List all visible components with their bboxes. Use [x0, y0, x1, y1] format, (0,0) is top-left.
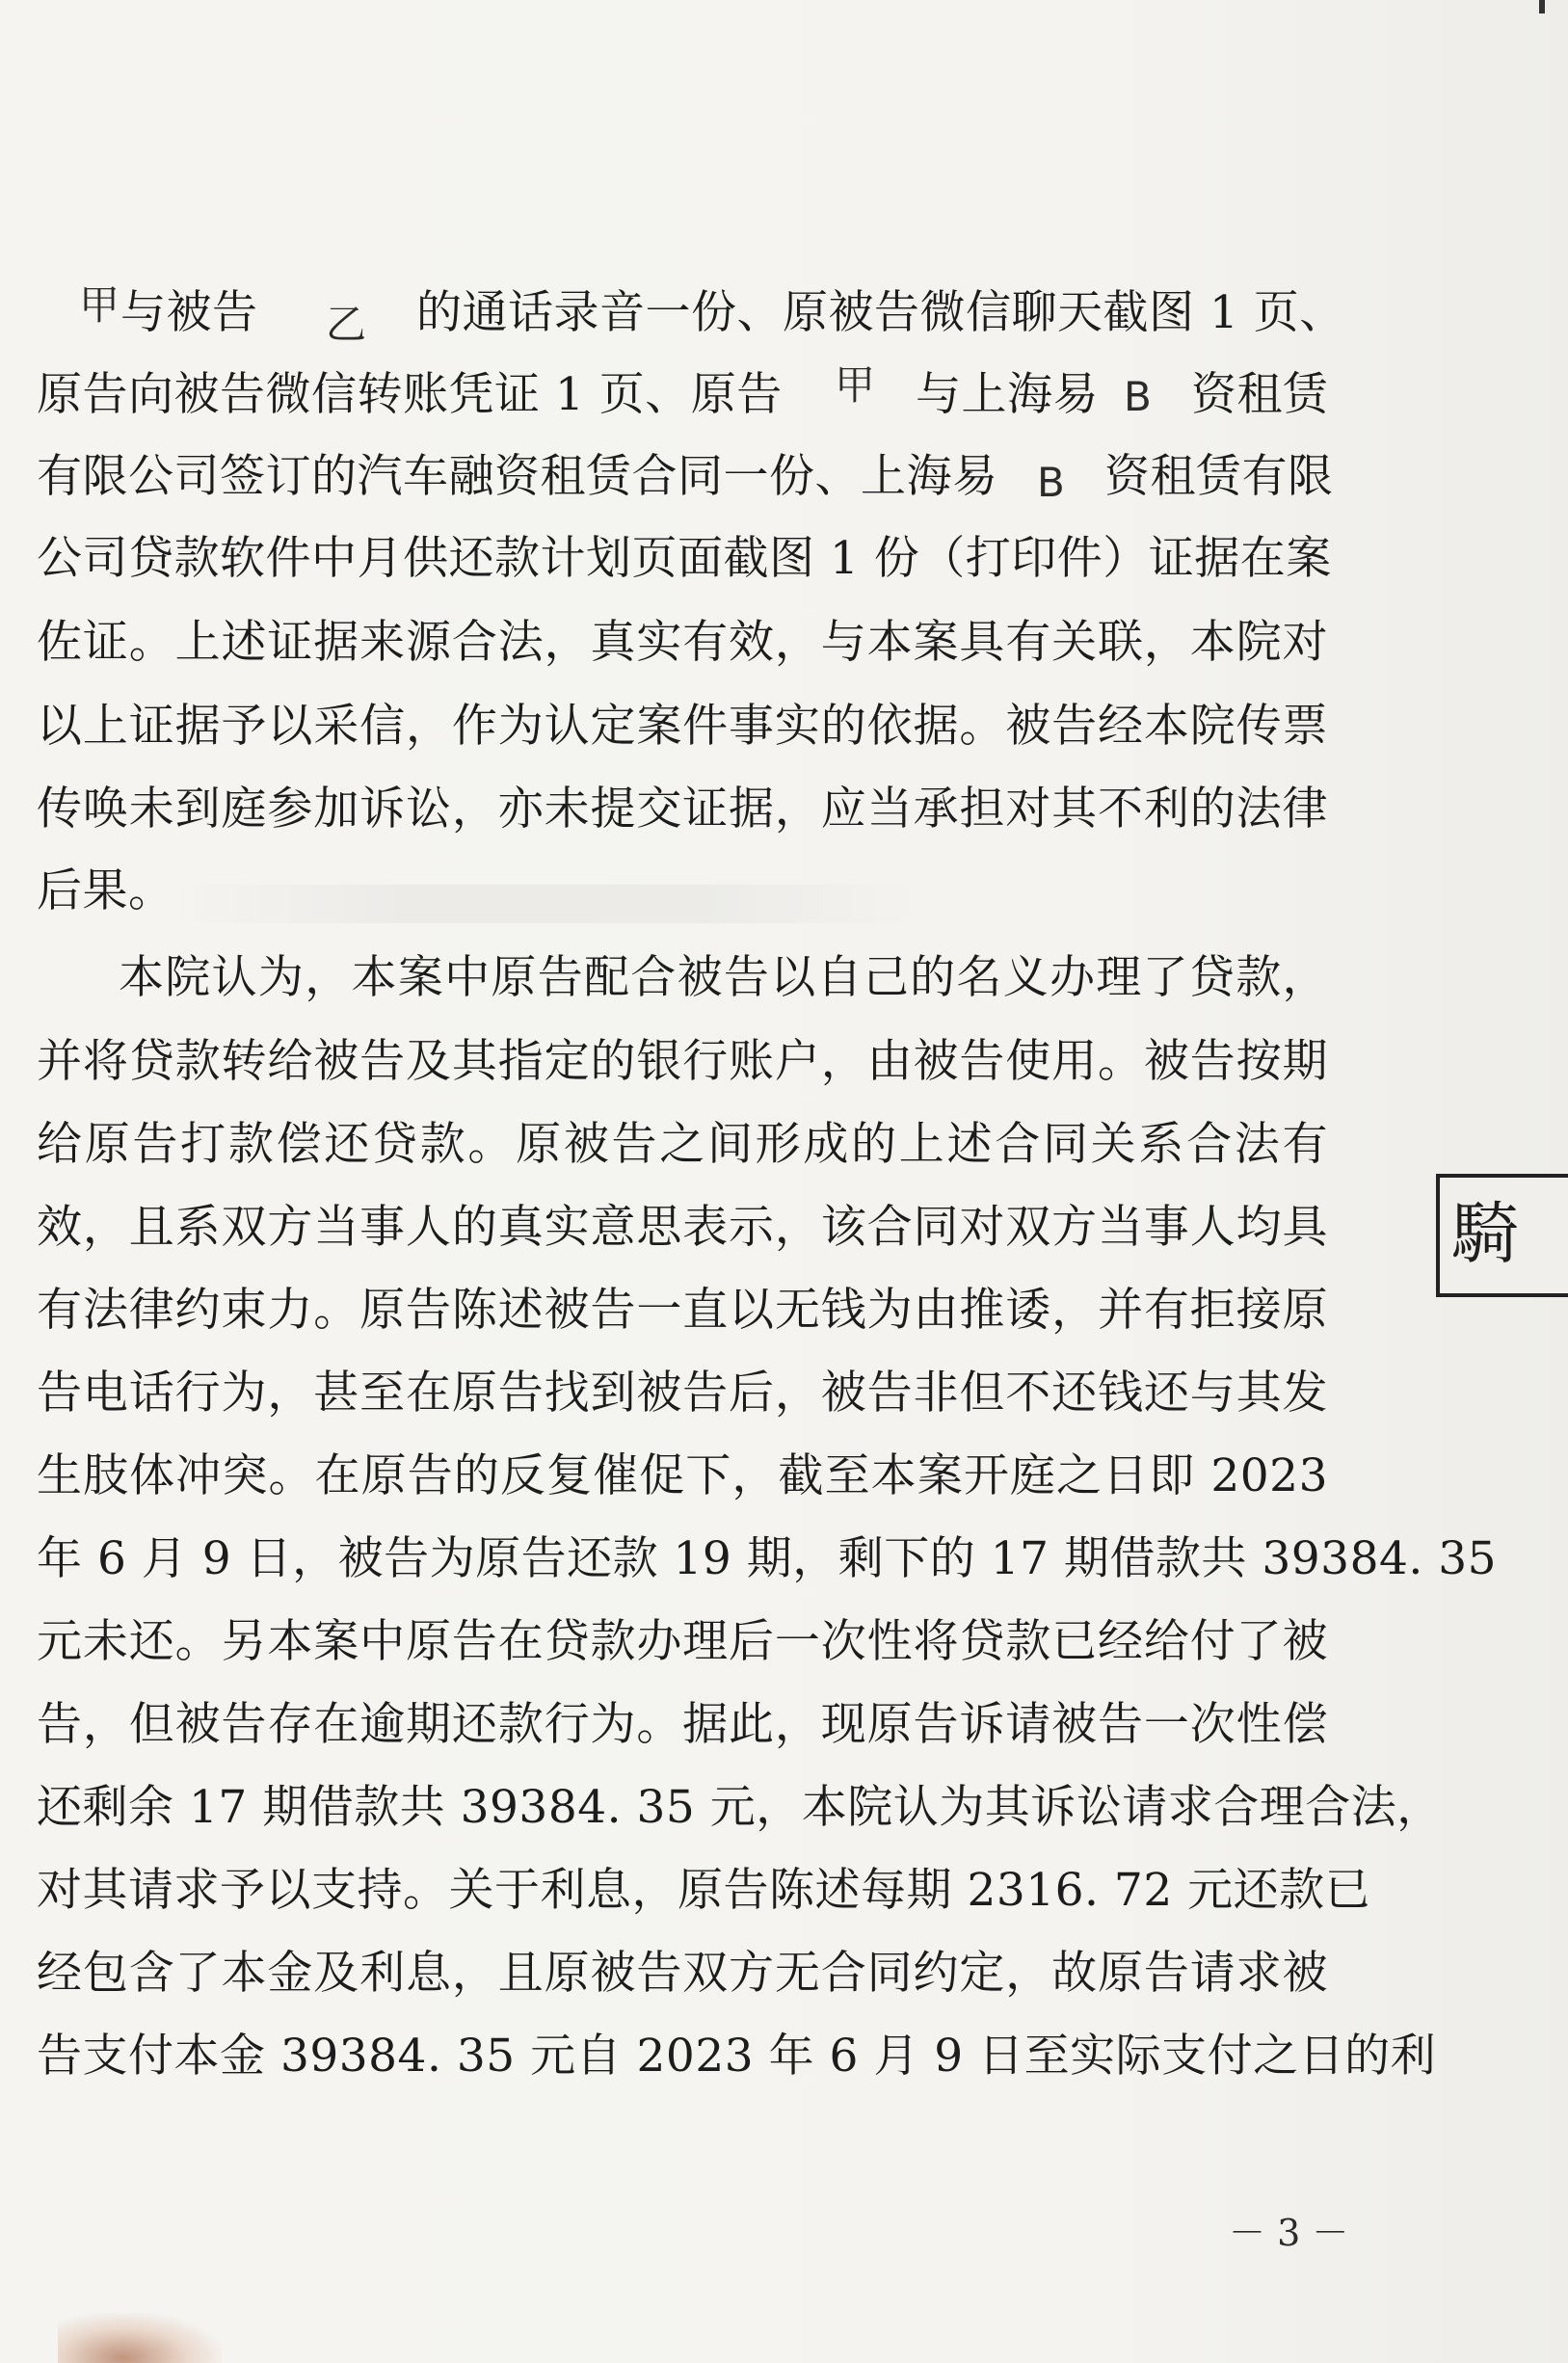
redacted-party-a: 甲 [835, 361, 876, 409]
text-segment: 原告向被告微信转账凭证 1 页、原告 [37, 368, 783, 421]
text-line: 给原告打款偿还贷款。原被告之间形成的上述合同关系合法有 [37, 1118, 1328, 1171]
paragraph-first-line: 本院认为，本案中原告配合被告以自己的名义办理了贷款， [119, 951, 1328, 1004]
text-line: 还剩余 17 期借款共 39384. 35 元，本院认为其诉讼请求合理合法， [37, 1781, 1443, 1834]
text-segment: 与上海易 [916, 368, 1099, 421]
seam-seal-stamp [1436, 1174, 1568, 1297]
text-segment: 的通话录音一份、原被告微信聊天截图 1 页、 [416, 286, 1345, 339]
text-line [37, 357, 1328, 434]
text-line: 佐证。上述证据来源合法，真实有效，与本案具有关联，本院对 [37, 616, 1328, 669]
redacted-party-a: 甲 [79, 281, 120, 329]
text-line: 告电话行为，甚至在原告找到被告后，被告非但不还钱还与其发 [37, 1367, 1328, 1420]
text-line: 有法律约束力。原告陈述被告一直以无钱为由推诿，并有拒接原 [37, 1284, 1328, 1337]
text-line [37, 275, 1345, 352]
text-line: 元未还。另本案中原告在贷款办理后一次性将贷款已经给付了被 [37, 1615, 1328, 1668]
text-segment: 与被告 [120, 286, 258, 339]
text-line: 传唤未到庭参加诉讼，亦未提交证据，应当承担对其不利的法律 [37, 783, 1328, 836]
text-line: 告支付本金 39384. 35 元自 2023 年 6 月 9 日至实际支付之日的利 [37, 2030, 1437, 2083]
text-line: 经包含了本金及利息，且原被告双方无合同约定，故原告请求被 [37, 1947, 1328, 2000]
text-line: 并将贷款转给被告及其指定的银行账户，由被告使用。被告按期 [37, 1035, 1328, 1088]
text-line [37, 438, 1334, 516]
text-line: 后果。 [37, 864, 174, 917]
redacted-party-b: 乙 [326, 301, 367, 348]
scan-artifact [1539, 0, 1545, 13]
text-line: 告，但被告存在逾期还款行为。据此，现原告诉请被告一次性偿 [37, 1698, 1328, 1751]
seal-character: 騎 [1451, 1194, 1519, 1273]
text-line: 生肢体冲突。在原告的反复催促下，截至本案开庭之日即 2023 [37, 1449, 1328, 1502]
text-segment: 有限公司签订的汽车融资租赁合同一份、上海易 [37, 450, 998, 503]
text-segment: 资租赁有限 [1104, 450, 1334, 503]
text-line: 年 6 月 9 日，被告为原告还款 19 期，剩下的 17 期借款共 39384. 35 [37, 1532, 1498, 1585]
scan-artifact-stain [58, 2313, 222, 2363]
redacted-company: B [1124, 373, 1153, 420]
text-segment: 资租赁 [1191, 368, 1329, 421]
text-line: 以上证据予以采信，作为认定案件事实的依据。被告经本院传票 [37, 700, 1328, 753]
redacted-company: B [1037, 459, 1066, 506]
text-line: 效，且系双方当事人的真实意思表示，该合同对双方当事人均具 [37, 1201, 1328, 1254]
text-line: 对其请求予以支持。关于利息，原告陈述每期 2316. 72 元还款已 [37, 1864, 1371, 1917]
page-number: － 3 － [1229, 2212, 1349, 2254]
text-line: 公司贷款软件中月供还款计划页面截图 1 份（打印件）证据在案 [37, 532, 1332, 585]
